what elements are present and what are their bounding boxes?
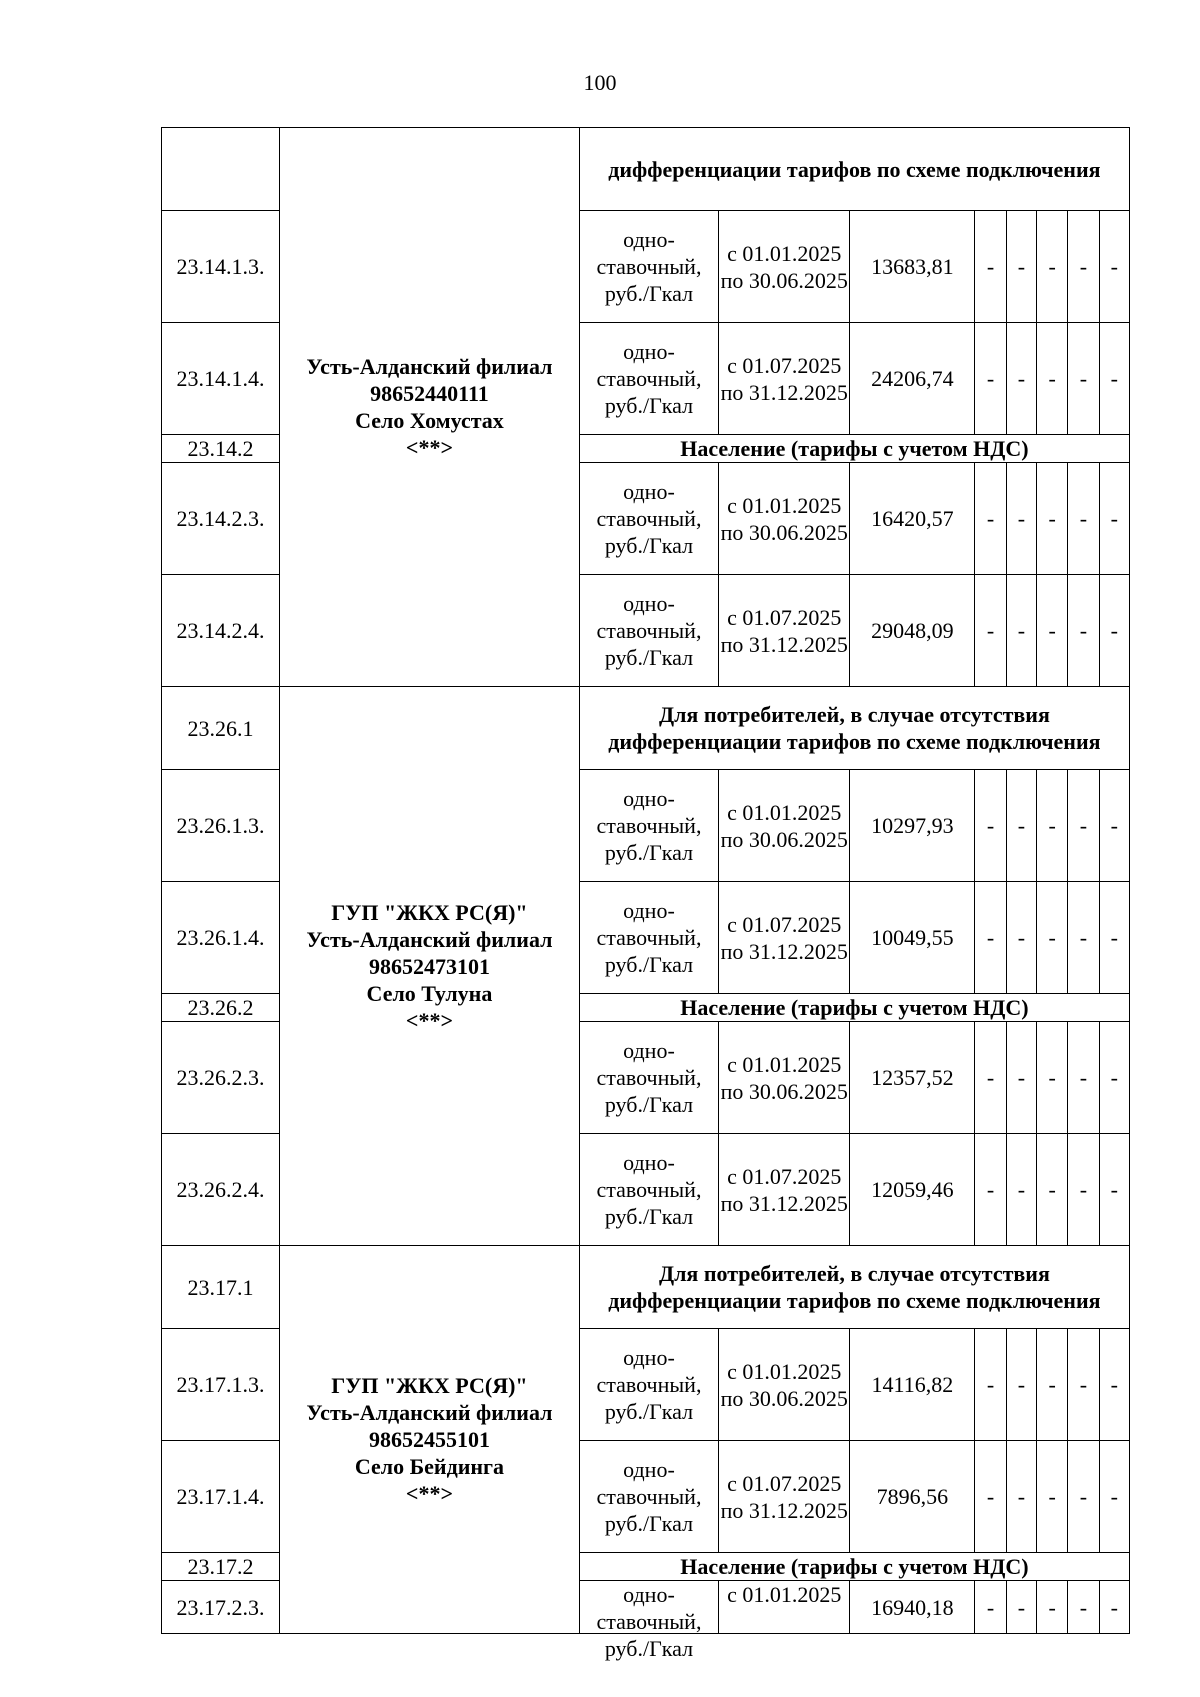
- org-cell: [280, 1246, 580, 1634]
- tariff-value: 12357,52: [850, 1022, 975, 1134]
- org-branch: Усть-Алданский филиал: [306, 1400, 553, 1425]
- dash-cell: -: [975, 575, 1006, 687]
- dash-cell: -: [1037, 1134, 1068, 1246]
- dash-cell: -: [1099, 770, 1129, 882]
- dash-cell: -: [975, 211, 1006, 323]
- dash-cell: -: [975, 323, 1006, 435]
- org-inn: 98652440111: [370, 381, 489, 406]
- row-code: 23.14.2.3.: [162, 463, 280, 575]
- tariff-value: 14116,82: [850, 1329, 975, 1441]
- dash-cell: -: [1037, 323, 1068, 435]
- row-code: 23.14.1.3.: [162, 211, 280, 323]
- period: с 01.07.2025 по 31.12.2025: [719, 575, 850, 687]
- row-code: 23.14.2.4.: [162, 575, 280, 687]
- group-code: 23.17.1: [162, 1246, 280, 1329]
- dash-cell: -: [1006, 1022, 1036, 1134]
- period: с 01.07.2025 по 31.12.2025: [719, 1441, 850, 1553]
- org-note: <**>: [405, 435, 453, 460]
- tariff-value: 13683,81: [850, 211, 975, 323]
- period: с 01.07.2025 по 31.12.2025: [719, 882, 850, 994]
- row-code: 23.26.1.4.: [162, 882, 280, 994]
- org-note: <**>: [405, 1481, 453, 1506]
- dash-cell: -: [1006, 882, 1036, 994]
- dash-cell: -: [1099, 1329, 1129, 1441]
- rate-type: одно-ставочный, руб./Гкал: [579, 1134, 718, 1246]
- tariff-table: [161, 127, 1130, 1661]
- group-code: 23.26.1: [162, 687, 280, 770]
- dash-cell: -: [1068, 1329, 1099, 1441]
- dash-cell: -: [1099, 1441, 1129, 1553]
- dash-cell: -: [975, 1441, 1006, 1553]
- org-note: <**>: [405, 1007, 453, 1033]
- row-code: 23.26.1.3.: [162, 770, 280, 882]
- dash-cell: -: [1037, 1441, 1068, 1553]
- dash-cell: -: [1068, 1134, 1099, 1246]
- org-inn: 98652473101: [368, 953, 490, 979]
- dash-cell: -: [1037, 1022, 1068, 1134]
- rate-type: одно-ставочный, руб./Гкал: [579, 211, 718, 323]
- tariff-value: 7896,56: [850, 1441, 975, 1553]
- rate-type: одно-ставочный, руб./Гкал: [579, 882, 718, 994]
- dash-cell: -: [1037, 1581, 1068, 1634]
- group-title: Для потребителей, в случае отсутствия дифференциации тарифов по схеме подключения: [579, 687, 1129, 770]
- dash-cell: -: [1006, 323, 1036, 435]
- group-title: Население (тарифы с учетом НДС): [579, 1553, 1129, 1581]
- row-code: 23.14.1.4.: [162, 323, 280, 435]
- rate-type: одно-ставочный, руб./Гкал: [579, 463, 718, 575]
- tariff-value: 24206,74: [850, 323, 975, 435]
- org-cell: [280, 128, 580, 687]
- rate-type: [579, 1581, 718, 1661]
- rate-type: одно-ставочный, руб./Гкал: [579, 770, 718, 882]
- dash-cell: -: [1037, 575, 1068, 687]
- page-number: 100: [583, 70, 617, 95]
- group-code: 23.14.2: [162, 435, 280, 463]
- code-cell: [162, 128, 280, 211]
- row-code: 23.17.1.4.: [162, 1441, 280, 1553]
- group-title: Население (тарифы с учетом НДС): [579, 994, 1129, 1022]
- dash-cell: -: [1099, 211, 1129, 323]
- org-inn: 98652455101: [368, 1427, 490, 1452]
- dash-cell: -: [1006, 211, 1036, 323]
- rate-type: одно-ставочный, руб./Гкал: [579, 323, 718, 435]
- dash-cell: -: [1068, 463, 1099, 575]
- rate-type: одно-ставочный, руб./Гкал: [579, 575, 718, 687]
- dash-cell: -: [1099, 1581, 1129, 1634]
- dash-cell: -: [975, 1134, 1006, 1246]
- dash-cell: -: [1068, 575, 1099, 687]
- dash-cell: -: [1006, 1441, 1036, 1553]
- tariff-value: 10297,93: [850, 770, 975, 882]
- dash-cell: -: [1006, 463, 1036, 575]
- rate-type: одно-ставочный, руб./Гкал: [579, 1441, 718, 1553]
- row-code: 23.26.2.4.: [162, 1134, 280, 1246]
- dash-cell: -: [975, 1022, 1006, 1134]
- tariff-value: 16420,57: [850, 463, 975, 575]
- rate-type-text: одно-ставочный, руб./Гкал: [596, 1582, 702, 1661]
- dash-cell: -: [1006, 1329, 1036, 1441]
- dash-cell: -: [1068, 323, 1099, 435]
- dash-cell: -: [1068, 211, 1099, 323]
- row-code: 23.26.2.3.: [162, 1022, 280, 1134]
- rate-type: одно-ставочный, руб./Гкал: [579, 1329, 718, 1441]
- dash-cell: -: [975, 1329, 1006, 1441]
- dash-cell: -: [1006, 770, 1036, 882]
- dash-cell: -: [1099, 1022, 1129, 1134]
- dash-cell: -: [1099, 1134, 1129, 1246]
- org-cell: [280, 687, 580, 1246]
- tariff-value: 12059,46: [850, 1134, 975, 1246]
- dash-cell: -: [1099, 323, 1129, 435]
- dash-cell: -: [975, 463, 1006, 575]
- dash-cell: -: [1006, 1134, 1036, 1246]
- period: с 01.01.2025 по 30.06.2025: [719, 770, 850, 882]
- row-code: 23.17.2.3.: [162, 1581, 280, 1634]
- dash-cell: -: [1037, 463, 1068, 575]
- org-branch: Усть-Алданский филиал: [306, 926, 553, 952]
- period: с 01.01.2025 по 30.06.2025: [719, 211, 850, 323]
- org-settlement: Село Хомустах: [355, 408, 504, 433]
- group-title: Население (тарифы с учетом НДС): [579, 435, 1129, 463]
- dash-cell: -: [1099, 463, 1129, 575]
- dash-cell: -: [1068, 770, 1099, 882]
- period: с 01.01.2025 по 30.06.2025: [719, 1022, 850, 1134]
- dash-cell: -: [1068, 1581, 1099, 1634]
- dash-cell: -: [1037, 882, 1068, 994]
- org-name: ГУП "ЖКХ РС(Я)": [331, 899, 528, 925]
- period: с 01.07.2025 по 31.12.2025: [719, 323, 850, 435]
- dash-cell: -: [1099, 882, 1129, 994]
- dash-cell: -: [1068, 1022, 1099, 1134]
- period: с 01.07.2025 по 31.12.2025: [719, 1134, 850, 1246]
- group-title: дифференциации тарифов по схеме подключения: [579, 128, 1129, 211]
- org-settlement: Село Тулуна: [366, 980, 493, 1006]
- dash-cell: -: [1037, 1329, 1068, 1441]
- group-code: 23.17.2: [162, 1553, 280, 1581]
- dash-cell: -: [1099, 575, 1129, 687]
- group-code: 23.26.2: [162, 994, 280, 1022]
- period-text: с 01.01.2025: [727, 1582, 842, 1607]
- tariff-value: 10049,55: [850, 882, 975, 994]
- dash-cell: -: [1006, 1581, 1036, 1634]
- dash-cell: -: [975, 1581, 1006, 1634]
- group-title: Для потребителей, в случае отсутствия дифференциации тарифов по схеме подключения: [579, 1246, 1129, 1329]
- dash-cell: -: [1006, 575, 1036, 687]
- rate-type: одно-ставочный, руб./Гкал: [579, 1022, 718, 1134]
- dash-cell: -: [975, 882, 1006, 994]
- dash-cell: -: [1037, 770, 1068, 882]
- tariff-value: 29048,09: [850, 575, 975, 687]
- dash-cell: -: [975, 770, 1006, 882]
- period: с 01.01.2025 по 30.06.2025: [719, 463, 850, 575]
- dash-cell: -: [1068, 882, 1099, 994]
- org-settlement: Село Бейдинга: [354, 1454, 505, 1479]
- tariff-value: 16940,18: [850, 1581, 975, 1634]
- row-code: 23.17.1.3.: [162, 1329, 280, 1441]
- period: с 01.01.2025 по 30.06.2025: [719, 1329, 850, 1441]
- org-branch: Усть-Алданский филиал: [306, 354, 553, 379]
- dash-cell: -: [1068, 1441, 1099, 1553]
- org-name: ГУП "ЖКХ РС(Я)": [331, 1373, 528, 1398]
- period: [719, 1581, 850, 1634]
- dash-cell: -: [1037, 211, 1068, 323]
